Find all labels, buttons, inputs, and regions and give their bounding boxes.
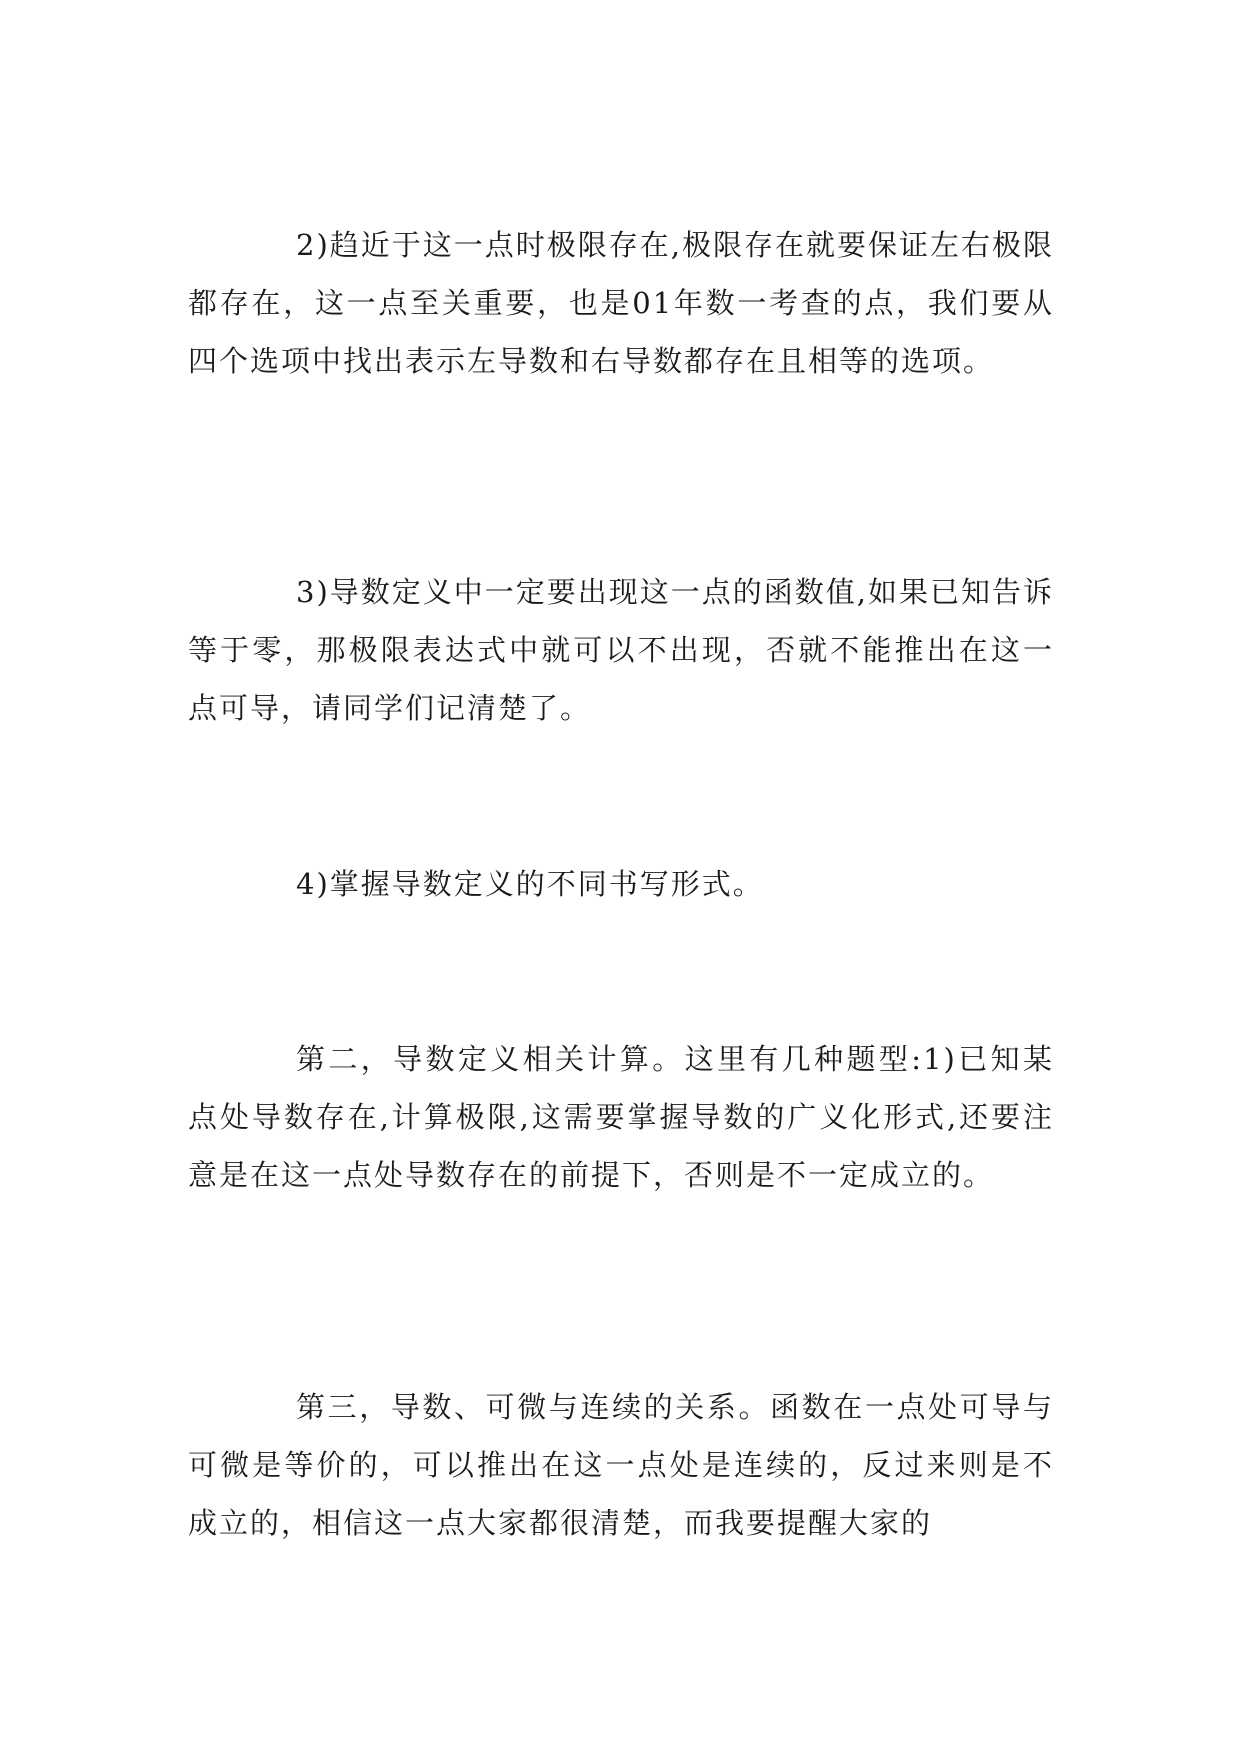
paragraph-function-value: 3)导数定义中一定要出现这一点的函数值,如果已知告诉等于零，那极限表达式中就可以不出现，否就不能推出在这一点可导，请同学们记清楚了。	[188, 575, 1054, 725]
paragraph-limit-existence: 2)趋近于这一点时极限存在,极限存在就要保证左右极限都存在，这一点至关重要，也是01年数一考查的点，我们要从四个选项中找出表示左导数和右导数都存在且相等的选项。	[188, 228, 1054, 378]
paragraph-definition-forms: 4)掌握导数定义的不同书写形式。	[296, 867, 764, 901]
paragraph-second-point: 第二，导数定义相关计算。这里有几种题型:1)已知某点处导数存在,计算极限,这需要掌握导数的广义化形式,还要注意是在这一点处导数存在的前提下，否则是不一定成立的。	[188, 1042, 1054, 1192]
paragraph-third-point: 第三，导数、可微与连续的关系。函数在一点处可导与可微是等价的，可以推出在这一点处是连续的，反过来则是不成立的，相信这一点大家都很清楚，而我要提醒大家的	[188, 1390, 1054, 1540]
